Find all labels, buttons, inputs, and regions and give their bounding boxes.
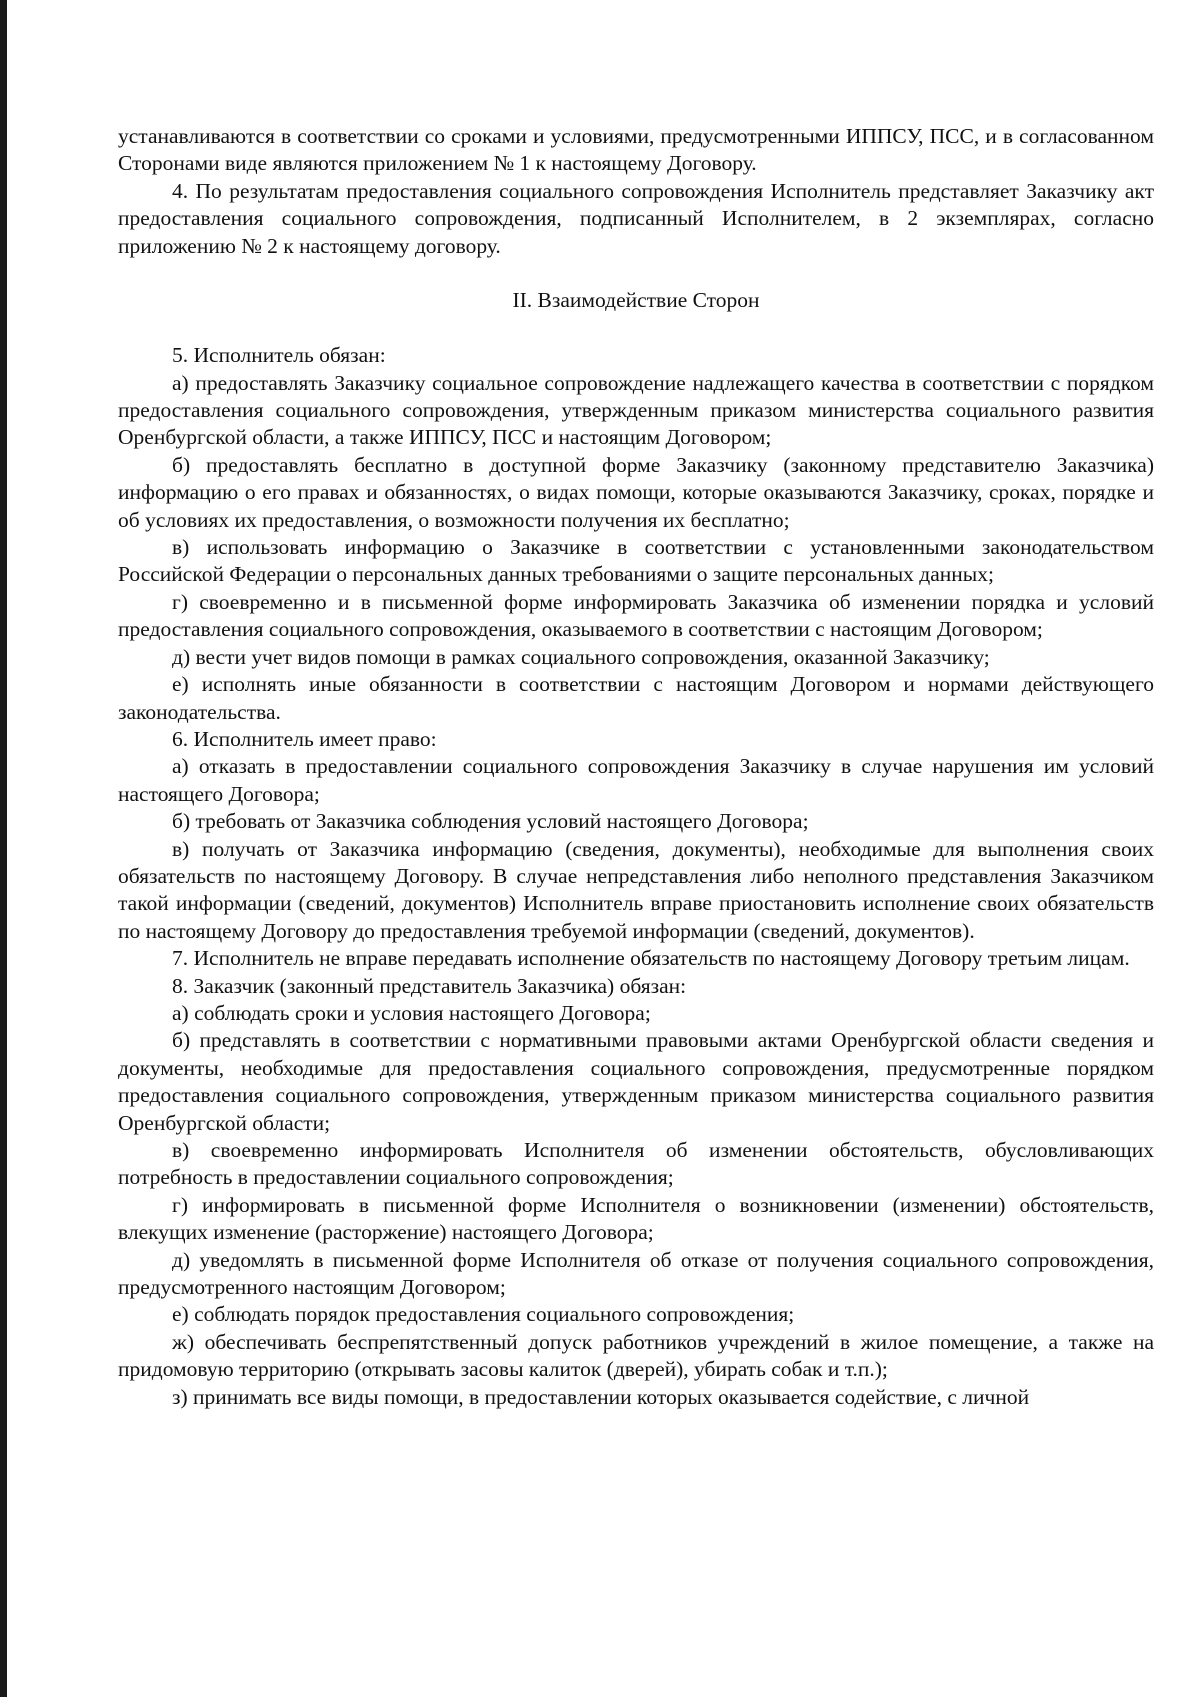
paragraph-clause-6v: в) получать от Заказчика информацию (сведения, документы), необходимые для выполнения своих обязательств по настоящему Договору. В случае непредставления либо неполного представления Заказчиком такой информации (сведений, документов) Исполнитель вправе приостановить исполнение своих обязательств по настоящему Договору до предоставления требуемой информации (сведений, документов). bbox=[118, 836, 1154, 943]
paragraph-clause-8: 8. Заказчик (законный представитель Заказчика) обязан: bbox=[172, 973, 687, 998]
paragraph-clause-7: 7. Исполнитель не вправе передавать исполнение обязательств по настоящему Договору третьим лицам. bbox=[172, 946, 1130, 971]
document-page bbox=[118, 123, 1154, 1411]
paragraph-clause-6: 6. Исполнитель имеет право: bbox=[172, 726, 437, 751]
paragraph-clause-5e: е) исполнять иные обязанности в соответствии с настоящим Договором и нормами действующего законодательства. bbox=[118, 672, 1154, 724]
paragraph-clause-5b: б) предоставлять бесплатно в доступной форме Заказчику (законному представителю Заказчика) информацию о его правах и обязанностях, о видах помощи, которые оказываются Заказчику, сроках, порядке и об условиях их предоставления, о возможности получения их бесплатно; bbox=[118, 452, 1154, 532]
paragraph-clause-5: 5. Исполнитель обязан: bbox=[172, 343, 386, 368]
paragraph-clause-8b: б) представлять в соответствии с нормативными правовыми актами Оренбургской области сведения и документы, необходимые для предоставления социального сопровождения, предусмотренные порядком предоставления социального сопровождения, утвержденным приказом министерства социального развития Оренбургской области; bbox=[118, 1028, 1154, 1135]
paragraph-clause-5g: г) своевременно и в письменной форме информировать Заказчика об изменении порядка и условий предоставления социального сопровождения, оказываемого в соответствии с настоящим Договором; bbox=[118, 589, 1154, 642]
paragraph-clause-8e: е) соблюдать порядок предоставления социального сопровождения; bbox=[172, 1302, 795, 1327]
paragraph-clause-8zh: ж) обеспечивать беспрепятственный допуск работников учреждений в жилое помещение, а также на придомовую территорию (открывать засовы калиток (дверей), убирать собак и т.п.); bbox=[118, 1329, 1154, 1382]
paragraph-clause-5v: в) использовать информацию о Заказчике в соответствии с установленными законодательством Российской Федерации о персональных данных требованиями о защите персональных данных; bbox=[118, 535, 1154, 587]
paragraph-clause-4: 4. По результатам предоставления социального сопровождения Исполнитель представляет Заказчику акт предоставления социального сопровождения, подписанный Исполнителем, в 2 экземплярах, согласно приложению № 2 к настоящему договору. bbox=[118, 178, 1154, 258]
paragraph-clause-8a: а) соблюдать сроки и условия настоящего Договора; bbox=[172, 1000, 651, 1025]
paragraph-clause-8v: в) своевременно информировать Исполнителя об изменении обстоятельств, обусловливающих потребность в предоставлении социального сопровождения; bbox=[118, 1138, 1154, 1190]
section-title: II. Взаимодействие Сторон bbox=[512, 288, 760, 313]
paragraph-clause-8d: д) уведомлять в письменной форме Исполнителя об отказе от получения социального сопровождения, предусмотренного настоящим Договором; bbox=[118, 1247, 1154, 1300]
scan-edge-shadow bbox=[0, 0, 7, 1697]
paragraph-clause-6a: а) отказать в предоставлении социального сопровождения Заказчику в случае нарушения им условий настоящего Договора; bbox=[118, 754, 1154, 806]
paragraph-clause-8g: г) информировать в письменной форме Исполнителя о возникновении (изменении) обстоятельств, влекущих изменение (расторжение) настоящего Договора; bbox=[118, 1192, 1154, 1245]
paragraph-clause-8z: з) принимать все виды помощи, в предоставлении которых оказывается содействие, с личной bbox=[172, 1384, 1030, 1409]
paragraph-clause-5a: а) предоставлять Заказчику социальное сопровождение надлежащего качества в соответствии с порядком предоставления социального сопровождения, утвержденным приказом министерства социального развития Оренбургской области, а также ИППСУ, ПСС и настоящим Договором; bbox=[118, 370, 1154, 450]
paragraph-clause-5d: д) вести учет видов помощи в рамках социального сопровождения, оказанной Заказчику; bbox=[172, 644, 990, 669]
paragraph-intro-continuation: устанавливаются в соответствии со сроками и условиями, предусмотренными ИППСУ, ПСС, и в согласованном Сторонами виде являются приложением № 1 к настоящему Договору. bbox=[118, 124, 1154, 176]
paragraph-clause-6b: б) требовать от Заказчика соблюдения условий настоящего Договора; bbox=[172, 809, 809, 834]
